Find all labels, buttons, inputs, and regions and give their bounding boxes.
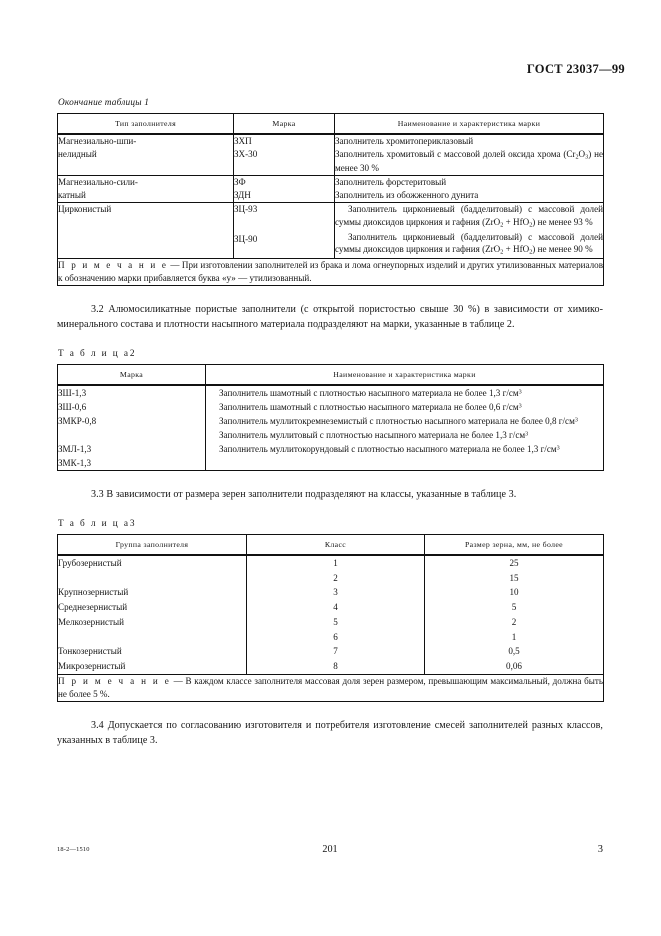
- class-value: 1: [333, 558, 338, 569]
- desc-line: Заполнитель муллитокремнеземистый с плотностью насыпного материала не более 0,8 $г/см^3$: [219, 415, 578, 426]
- desc-line: Заполнитель шамотный с плотностью насыпного материала не более 1,3 $г/см^3$: [219, 387, 522, 398]
- table-header-row: [58, 535, 604, 556]
- note-text: — В каждом классе заполнителя массовая доля зерен размером, превышающим максимальный, должна быть не более 5 %.: [58, 675, 604, 699]
- mark-value: ЗХП: [234, 136, 252, 146]
- table2-head: [58, 364, 604, 385]
- size-value: 10: [509, 587, 519, 598]
- desc-line: Заполнитель муллитовый с плотностью насыпного материала не более 1,3 $г/см^3$: [219, 430, 529, 441]
- group-value: Микрозернистый: [58, 661, 126, 672]
- table1-cell-type: Магнезиально-шпи- нелидный: [58, 134, 234, 176]
- mark-value: ЗШ-1,3: [58, 387, 87, 398]
- spacer: [57, 702, 603, 719]
- mark-value: ЗФ: [234, 177, 246, 188]
- table1-caption: Окончание таблицы 1: [58, 98, 150, 108]
- table2-cell-descriptions: [206, 385, 604, 471]
- paragraph-3-3: 3.3 В зависимости от размера зерен заполнители подразделяют на классы, указанные в таблице 3.: [91, 489, 517, 501]
- mark-value: ЗШ-0,6: [58, 401, 87, 412]
- size-value: 15: [509, 572, 519, 583]
- table1-cell-desc: [335, 134, 604, 176]
- table3-note: [58, 674, 604, 701]
- footer-folio: 201: [322, 844, 338, 855]
- table1-cell-mark: [234, 203, 335, 259]
- size-value: 5: [511, 602, 517, 613]
- table1-col-type: Тип заполнителя: [58, 114, 234, 135]
- table3-col-size: Размер зерна, мм, не более: [425, 535, 604, 556]
- table1-body: [58, 134, 604, 286]
- spacer: [57, 286, 603, 303]
- footer-signature: 18-2—1510: [57, 846, 90, 853]
- desc-line: Заполнитель циркониевый (бадделитовый) с массовой долей суммы диоксидов циркония и гафния (ZrO$_2$ + HfO$_2$) не менее 93 %: [335, 204, 603, 229]
- spacer: [57, 503, 603, 519]
- table-row: [58, 555, 604, 674]
- table2-col-mark: Марка: [58, 364, 206, 385]
- class-value: 6: [333, 631, 338, 642]
- table-row: [58, 134, 604, 176]
- mark-value: ЗДН: [234, 190, 251, 201]
- table1-cell-type: Цирконистый: [58, 203, 234, 259]
- footer-page-number: 3: [597, 844, 603, 855]
- table3-body: [58, 555, 604, 702]
- table3-head: [58, 535, 604, 556]
- table1-cell-mark: [234, 176, 335, 203]
- table1-cell-mark: [234, 134, 335, 176]
- class-value: 7: [333, 646, 338, 657]
- group-value: Мелкозернистый: [58, 616, 124, 627]
- group-value: Грубозернистый: [58, 558, 122, 569]
- spacer: [57, 333, 603, 349]
- class-value: 5: [333, 616, 338, 627]
- desc-line: Заполнитель из обожженного дунита: [335, 190, 479, 201]
- size-value: 25: [509, 558, 519, 569]
- note-text: — При изготовлении заполнителей из брака и лома огнеупорных изделий и других утилизованных материалов к обозначению марки прибавляется буква «у» — утилизованный.: [58, 259, 603, 284]
- spacer: [57, 471, 603, 488]
- table-header-row: [58, 114, 604, 135]
- mark-value: ЗМКР-0,8: [58, 415, 97, 426]
- group-value: [58, 630, 246, 645]
- desc-line: Заполнитель хромитопериклазовый: [335, 136, 474, 146]
- running-head: ГОСТ 23037—99: [526, 62, 625, 76]
- group-value: [58, 571, 246, 586]
- table-2: [57, 364, 604, 472]
- size-value: 0,5: [508, 646, 520, 657]
- desc-line: Заполнитель циркониевый (бадделитовый) с массовой долей суммы диоксидов циркония и гафния (ZrO$_2$ + HfO$_2$) не менее 90 %: [335, 231, 603, 257]
- table-3: [57, 534, 604, 702]
- table2-body: [58, 385, 604, 471]
- table3-cell-groups: [58, 555, 247, 674]
- table3-caption-label: Т а б л и ц а: [58, 519, 130, 530]
- class-value: 8: [333, 661, 338, 672]
- table3-cell-sizes: [425, 555, 604, 674]
- table1-cell-desc: [335, 176, 604, 203]
- size-value: 2: [511, 616, 517, 627]
- group-value: Тонкозернистый: [58, 646, 122, 657]
- table3-caption: [58, 519, 603, 529]
- table-1: [57, 113, 604, 286]
- table1-cell-type: Магнезиально-сили- катный: [58, 176, 234, 203]
- table2-caption-number: 2: [129, 348, 135, 359]
- table2-caption-label: Т а б л и ц а: [58, 348, 130, 359]
- mark-value: ЗМЛ-1,3: [58, 444, 92, 455]
- note-label: П р и м е ч а н и е: [58, 259, 168, 270]
- table-row: [58, 385, 604, 471]
- class-value: 4: [333, 602, 338, 613]
- paragraph-3-2: 3.2 Алюмосиликатные пористые заполнители (с открытой пористостью свыше 30 %) в зависимости от химико-минерального состава и плотности насыпного материала подразделяют на марки, указанные в таблице 2.: [57, 304, 603, 331]
- class-value: 2: [333, 572, 338, 583]
- table1-col-desc: Наименование и характеристика марки: [335, 114, 604, 135]
- table1-note: [58, 258, 604, 285]
- table3-cell-classes: [247, 555, 425, 674]
- size-value: 0,06: [506, 661, 522, 672]
- desc-line: Заполнитель шамотный с плотностью насыпного материала не более 0,6 $г/см^3$: [219, 401, 522, 412]
- table1-cell-desc: [335, 203, 604, 259]
- table1-head: [58, 114, 604, 135]
- table3-col-class: Класс: [247, 535, 425, 556]
- table-header-row: [58, 364, 604, 385]
- paragraph-3-4: 3.4 Допускается по согласованию изготовителя и потребителя изготовление смесей заполнителей разных классов, указанных в таблице 3.: [57, 720, 603, 746]
- size-value: 1: [511, 631, 517, 642]
- table-row: [58, 176, 604, 203]
- group-value: Крупнозернистый: [58, 587, 129, 598]
- mark-value: ЗМК-1,3: [58, 458, 92, 469]
- table2-caption: [58, 349, 603, 359]
- mark-value: ЗХ-30: [234, 148, 258, 159]
- table2-col-desc: Наименование и характеристика марки: [206, 364, 604, 385]
- mark-value: ЗЦ-93: [234, 204, 258, 215]
- table2-cell-marks: [58, 385, 206, 471]
- group-value: Среднезернистый: [58, 602, 128, 613]
- table3-col-group: Группа заполнителя: [58, 535, 247, 556]
- table3-note-row: [58, 674, 604, 701]
- table1-col-mark: Марка: [234, 114, 335, 135]
- table-row: [58, 203, 604, 259]
- note-label: П р и м е ч а н и е: [58, 675, 171, 686]
- mark-value: ЗЦ-90: [234, 234, 258, 245]
- desc-line: Заполнитель муллитокорундовый с плотностью насыпного материала не более 1,3 $г/см^3$: [219, 444, 560, 455]
- desc-line: Заполнитель форстеритовый: [335, 177, 447, 188]
- page-content: [57, 98, 603, 749]
- class-value: 3: [333, 587, 338, 598]
- table3-caption-number: 3: [129, 519, 135, 530]
- table1-note-row: [58, 258, 604, 285]
- desc-line: Заполнитель хромитовый с массовой долей оксида хрома $(Cr_2O_3)$ не менее 30 %: [335, 148, 603, 174]
